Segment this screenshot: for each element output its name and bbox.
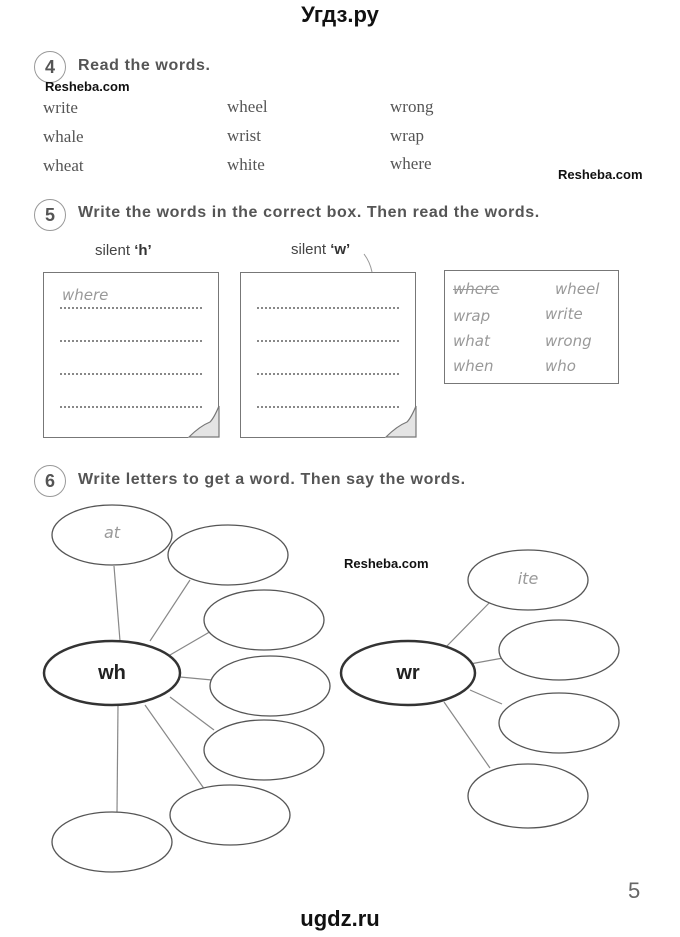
ex4-word: wheel [227,97,268,116]
label-silent-h-letter: ‘h’ [134,242,152,259]
bank-word: who [545,357,576,375]
wh-example: at [103,523,121,542]
wh-answer-oval-5[interactable] [170,785,290,845]
connector-line [180,677,212,680]
bank-word: wrong [545,332,592,350]
exercise-4-instruction: Read the words. [78,57,211,74]
ex4-word: wrist [227,126,261,145]
ex4-word: wheat [43,156,84,175]
exercise-5-instruction: Write the words in the correct box. Then read the words. [78,204,540,221]
bank-word: write [545,305,583,323]
ex4-word: whale [43,127,84,146]
wh-answer-oval-3[interactable] [210,656,330,716]
center-label-wh: wh [98,662,126,684]
ex4-word: wrong [390,97,434,116]
wh-answer-oval-6[interactable] [52,812,172,872]
bank-word: where [453,280,500,298]
connector-line [170,697,214,730]
wr-answer-oval-2[interactable] [499,693,619,753]
exercise-5-number: 5 [34,199,66,231]
bank-word: wrap [453,307,491,325]
label-silent-h-prefix: silent [95,242,131,259]
connector-line [444,702,490,768]
wh-answer-oval-4[interactable] [204,720,324,780]
bank-word: what [453,332,490,350]
connector-line [114,566,120,641]
connector-line [145,705,205,790]
note-box-h-entry: where [62,286,109,304]
wh-answer-oval-1[interactable] [168,525,288,585]
site-title-bottom: ugdz.ru [300,906,380,931]
center-label-wr: wr [396,662,420,684]
connector-line [445,597,495,648]
exercise-6-number: 6 [34,465,66,497]
ex4-word: where [390,154,432,173]
wr-example: ite [517,569,539,588]
bank-word: when [453,357,494,375]
connector-line [470,658,503,664]
label-silent-w-prefix: silent [291,241,327,258]
watermark-3: Resheba.com [344,556,429,571]
bank-word: wheel [555,280,600,298]
connector-line [150,580,190,641]
ex4-word: wrap [390,126,424,145]
wr-answer-oval-3[interactable] [468,764,588,828]
wh-answer-oval-2[interactable] [204,590,324,650]
label-silent-w-letter: ‘w’ [330,241,351,258]
ex4-word: write [43,98,78,117]
connector-line [470,690,502,704]
connector-line [117,705,118,812]
watermark-1: Resheba.com [45,79,130,94]
exercise-4-number: 4 [34,51,66,83]
exercise-6-instruction: Write letters to get a word. Then say the words. [78,471,466,488]
connector-line [170,630,213,655]
site-title-top: Угдз.ру [301,2,379,27]
page-number: 5 [628,878,641,903]
wr-answer-oval-1[interactable] [499,620,619,680]
watermark-2: Resheba.com [558,167,643,182]
ex4-word: white [227,155,265,174]
